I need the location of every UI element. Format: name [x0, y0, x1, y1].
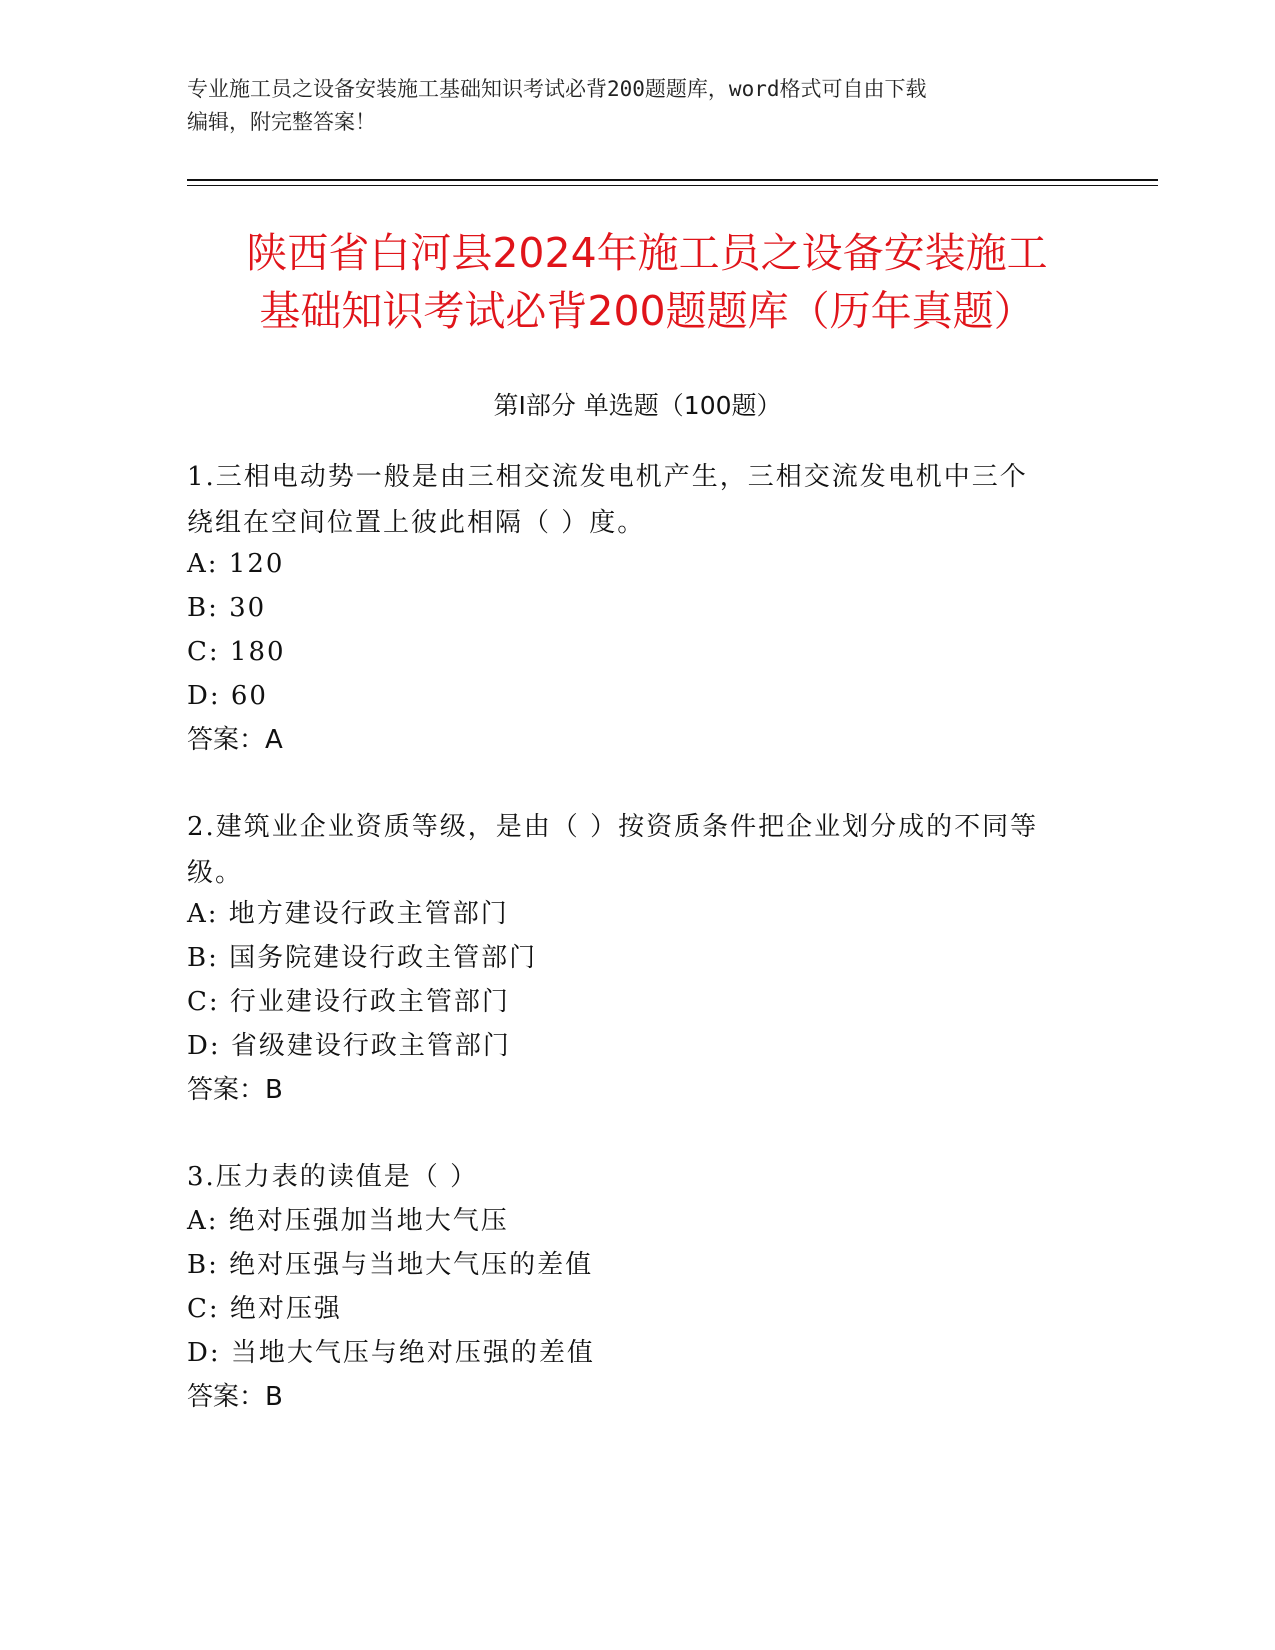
header-note — [187, 73, 1087, 139]
question-3-option-b: B: 绝对压强与当地大气压的差值 — [187, 1250, 594, 1280]
question-3-option-d: D: 当地大气压与绝对压强的差值 — [187, 1338, 595, 1368]
document-title-line-2: 基础知识考试必背200题题库（历年真题） — [259, 287, 1035, 335]
question-stem-line: 1.三相电动势一般是由三相交流发电机产生，三相交流发电机中三个 — [187, 462, 1028, 492]
question-2-option-b: B: 国务院建设行政主管部门 — [187, 943, 538, 973]
question-3-option-c: C: 绝对压强 — [187, 1294, 342, 1324]
question-3-stem — [187, 1154, 1087, 1200]
question-1-option-a: A: 120 — [187, 549, 285, 579]
section-title: 第Ⅰ部分 单选题（100题） — [493, 391, 782, 420]
header-divider-thin — [187, 185, 1158, 186]
question-1-option-b: B: 30 — [187, 593, 267, 623]
question-1-stem — [187, 454, 1087, 546]
question-stem-line: 绕组在空间位置上彼此相隔（ ）度。 — [187, 508, 646, 538]
question-3-answer: 答案：B — [187, 1382, 283, 1412]
question-1-answer: 答案：A — [187, 725, 283, 755]
header-note-line-1: 专业施工员之设备安装施工基础知识考试必背200题题库，word格式可自由下载 — [187, 77, 927, 101]
question-2-stem — [187, 804, 1087, 896]
question-1-option-d: D: 60 — [187, 681, 268, 711]
document-title — [187, 224, 1107, 340]
header-note-line-2: 编辑，附完整答案！ — [187, 110, 376, 134]
document-title-line-1: 陕西省白河县2024年施工员之设备安装施工 — [246, 229, 1048, 277]
question-2-answer: 答案：B — [187, 1075, 283, 1105]
question-stem-line: 2.建筑业企业资质等级，是由（ ）按资质条件把企业划分成的不同等 — [187, 812, 1039, 842]
question-1-option-c: C: 180 — [187, 637, 286, 667]
question-2-option-d: D: 省级建设行政主管部门 — [187, 1031, 511, 1061]
question-2-option-a: A: 地方建设行政主管部门 — [187, 899, 509, 929]
question-3-option-a: A: 绝对压强加当地大气压 — [187, 1206, 509, 1236]
header-divider-thick — [187, 179, 1158, 181]
question-2-option-c: C: 行业建设行政主管部门 — [187, 987, 510, 1017]
question-stem-line: 级。 — [187, 858, 244, 888]
question-stem-line: 3.压力表的读值是（ ） — [187, 1162, 479, 1192]
